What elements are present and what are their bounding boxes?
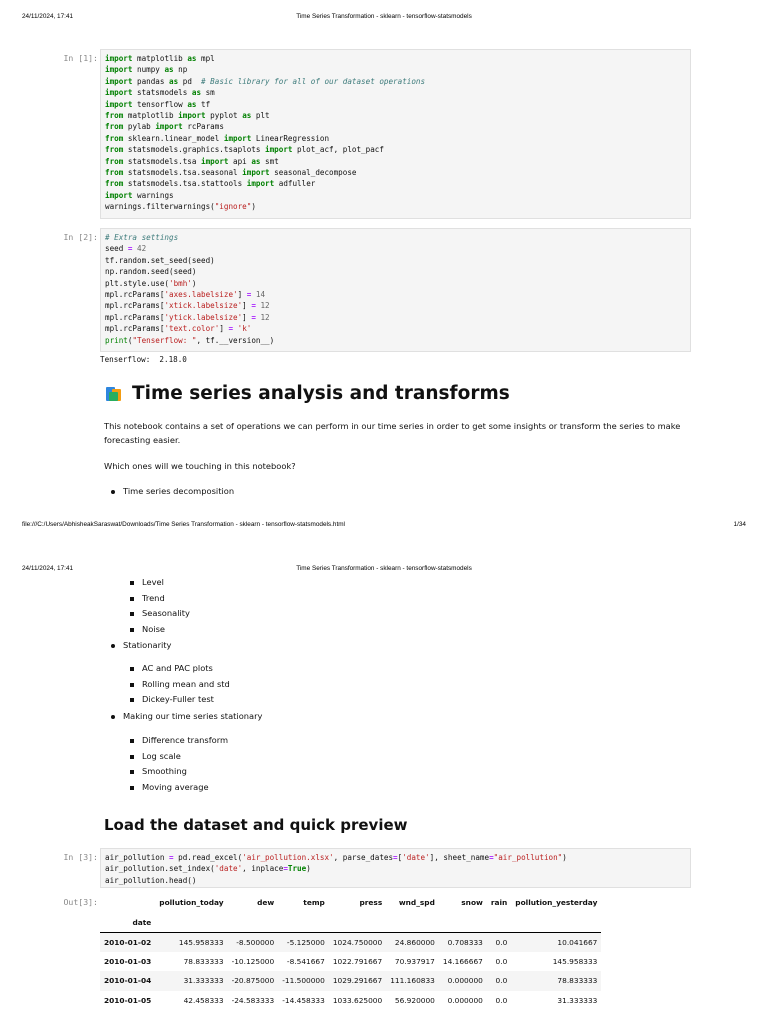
column-header: pollution_yesterday bbox=[515, 898, 598, 908]
page-header-title: Time Series Transformation - sklearn - tensorflow-statsmodels bbox=[296, 565, 472, 572]
code-line: import warnings bbox=[105, 190, 174, 200]
list-item: Time series decomposition bbox=[104, 484, 234, 500]
table-cell: 0.0 bbox=[495, 956, 508, 966]
cell-2-prompt: In [2]: bbox=[63, 232, 98, 242]
table-cell: 78.833333 bbox=[557, 976, 598, 986]
code-line: mpl.rcParams['ytick.labelsize'] = 12 bbox=[105, 312, 270, 322]
code-line: air_pollution.set_index('date', inplace=True) bbox=[105, 864, 311, 874]
table-cell: -8.541667 bbox=[286, 956, 325, 966]
table-cell: 1029.291667 bbox=[332, 976, 383, 986]
list-item: Smoothing bbox=[128, 764, 228, 780]
code-line: import numpy as np bbox=[105, 65, 188, 75]
column-header: rain bbox=[490, 898, 508, 908]
code-line: tf.random.set_seed(seed) bbox=[105, 255, 215, 265]
page-header-title: Time Series Transformation - sklearn - tensorflow-statsmodels bbox=[296, 13, 472, 20]
dataframe-table bbox=[100, 893, 601, 1010]
list-item: Seasonality bbox=[128, 606, 190, 622]
table-cell: -10.125000 bbox=[231, 956, 275, 966]
code-line: import pandas as pd # Basic library for all of our dataset operations bbox=[105, 76, 426, 86]
list-item: Making our time series stationary bbox=[104, 709, 262, 725]
page-footer-number: 1/34 bbox=[733, 521, 746, 528]
table-row bbox=[100, 952, 601, 972]
code-line: warnings.filterwarnings("ignore") bbox=[105, 202, 256, 212]
intro-paragraph: This notebook contains a set of operations we can perform in our time series in order to get some insights or transform the series to make forecasting easier. bbox=[104, 421, 681, 445]
load-dataset-heading: Load the dataset and quick preview bbox=[104, 816, 408, 834]
making-stationary-list bbox=[104, 709, 262, 725]
table-cell: 10.041667 bbox=[557, 937, 598, 947]
list-item: Dickey-Fuller test bbox=[128, 692, 230, 708]
table-cell: 31.333333 bbox=[557, 995, 598, 1005]
table-cell: 0.0 bbox=[495, 995, 508, 1005]
row-index: 2010-01-05 bbox=[104, 995, 152, 1005]
table-cell: 56.920000 bbox=[394, 995, 435, 1005]
table-row bbox=[100, 971, 601, 991]
books-icon bbox=[104, 385, 125, 403]
table-cell: 70.937917 bbox=[394, 956, 435, 966]
code-line: from statsmodels.tsa.seasonal import seasonal_decompose bbox=[105, 167, 357, 177]
stationarity-list bbox=[104, 638, 171, 654]
code-line: air_pollution.head() bbox=[105, 875, 197, 885]
code-line: from sklearn.linear_model import LinearRegression bbox=[105, 133, 330, 143]
cell-3-output-prompt: Out[3]: bbox=[63, 897, 98, 907]
table-row bbox=[100, 932, 601, 952]
code-line: from matplotlib import pyplot as plt bbox=[105, 110, 270, 120]
table-cell: 0.000000 bbox=[447, 995, 483, 1005]
table-cell: 0.0 bbox=[495, 976, 508, 986]
column-header: snow bbox=[461, 898, 483, 908]
index-name-row bbox=[100, 913, 601, 933]
decomposition-sublist bbox=[128, 575, 190, 637]
code-cell-1[interactable] bbox=[100, 49, 691, 219]
table-cell: 14.166667 bbox=[442, 956, 483, 966]
row-index: 2010-01-02 bbox=[104, 937, 152, 947]
table-cell: -20.875000 bbox=[231, 976, 275, 986]
table-cell: 1024.750000 bbox=[332, 937, 383, 947]
code-line: import tensorflow as tf bbox=[105, 99, 211, 109]
column-header: temp bbox=[303, 898, 325, 908]
table-cell: 31.333333 bbox=[183, 976, 224, 986]
code-line: import statsmodels as sm bbox=[105, 88, 215, 98]
topics-list-page1 bbox=[104, 484, 234, 500]
table-cell: -11.500000 bbox=[282, 976, 325, 986]
table-cell: 1033.625000 bbox=[332, 995, 383, 1005]
code-line: import matplotlib as mpl bbox=[105, 54, 215, 63]
code-cell-2[interactable] bbox=[100, 228, 691, 352]
cell-1-prompt: In [1]: bbox=[63, 53, 98, 63]
code-line: mpl.rcParams['text.color'] = 'k' bbox=[105, 324, 252, 334]
code-line: np.random.seed(seed) bbox=[105, 267, 197, 277]
notebook-title bbox=[104, 383, 510, 404]
row-index: 2010-01-04 bbox=[104, 976, 152, 986]
table-cell: -5.125000 bbox=[286, 937, 325, 947]
code-line: mpl.rcParams['xtick.labelsize'] = 12 bbox=[105, 301, 270, 311]
list-item: Moving average bbox=[128, 780, 228, 796]
cell-3-prompt: In [3]: bbox=[63, 852, 98, 862]
column-header: press bbox=[359, 898, 383, 908]
list-item: Noise bbox=[128, 622, 190, 638]
table-cell: 42.458333 bbox=[183, 995, 224, 1005]
table-cell: 0.0 bbox=[495, 937, 508, 947]
code-line: from statsmodels.graphics.tsaplots import plot_acf, plot_pacf bbox=[105, 145, 384, 155]
question-paragraph: Which ones will we touching in this notebook? bbox=[104, 461, 296, 471]
cell-2-output: Tenserflow: 2.18.0 bbox=[100, 355, 187, 364]
code-line: from pylab import rcParams bbox=[105, 122, 224, 132]
list-item: AC and PAC plots bbox=[128, 661, 230, 677]
stationarity-sublist bbox=[128, 661, 230, 708]
notebook-title-text: Time series analysis and transforms bbox=[132, 383, 510, 404]
column-header: wnd_spd bbox=[398, 898, 435, 908]
code-line: plt.style.use('bmh') bbox=[105, 278, 197, 288]
index-name: date bbox=[100, 913, 155, 933]
code-line: seed = 42 bbox=[105, 244, 147, 254]
code-line: # Extra settings bbox=[105, 233, 179, 242]
list-item: Stationarity bbox=[104, 638, 171, 654]
page-header-datetime: 24/11/2024, 17:41 bbox=[22, 13, 74, 20]
code-line: air_pollution = pd.read_excel('air_pollution.xlsx', parse_dates=['date'], sheet_name="air_pollution") bbox=[105, 853, 567, 862]
list-item: Trend bbox=[128, 591, 190, 607]
code-line: print("Tenserflow: ", tf.__version__) bbox=[105, 335, 275, 345]
table-cell: 0.708333 bbox=[447, 937, 483, 947]
print-page-2 bbox=[0, 552, 768, 1024]
row-index: 2010-01-03 bbox=[104, 956, 152, 966]
code-line: from statsmodels.tsa import api as smt bbox=[105, 156, 279, 166]
list-item: Log scale bbox=[128, 749, 228, 765]
code-cell-3[interactable] bbox=[100, 848, 691, 888]
table-cell: -8.500000 bbox=[236, 937, 275, 947]
list-item: Rolling mean and std bbox=[128, 677, 230, 693]
column-header: pollution_today bbox=[159, 898, 224, 908]
table-row bbox=[100, 991, 601, 1011]
table-header-row bbox=[100, 893, 601, 913]
table-cell: 145.958333 bbox=[552, 956, 598, 966]
column-header: dew bbox=[257, 898, 275, 908]
making-stationary-sublist bbox=[128, 733, 228, 795]
table-cell: 24.860000 bbox=[394, 937, 435, 947]
code-line: from statsmodels.tsa.stattools import adfuller bbox=[105, 179, 316, 189]
list-item: Level bbox=[128, 575, 190, 591]
corner-cell bbox=[100, 893, 155, 913]
table-cell: -14.458333 bbox=[282, 995, 325, 1005]
page-header-datetime: 24/11/2024, 17:41 bbox=[22, 565, 74, 572]
table-cell: 78.833333 bbox=[183, 956, 224, 966]
table-cell: 1022.791667 bbox=[332, 956, 383, 966]
table-cell: -24.583333 bbox=[231, 995, 275, 1005]
list-item: Difference transform bbox=[128, 733, 228, 749]
page-footer-path: file:///C:/Users/AbhisheakSaraswat/Downloads/Time Series Transformation - sklearn - tensorflow-statsmodels.html bbox=[22, 521, 345, 528]
code-line: mpl.rcParams['axes.labelsize'] = 14 bbox=[105, 289, 266, 299]
table-cell: 0.000000 bbox=[447, 976, 483, 986]
table-cell: 145.958333 bbox=[178, 937, 224, 947]
table-cell: 111.160833 bbox=[390, 976, 435, 986]
